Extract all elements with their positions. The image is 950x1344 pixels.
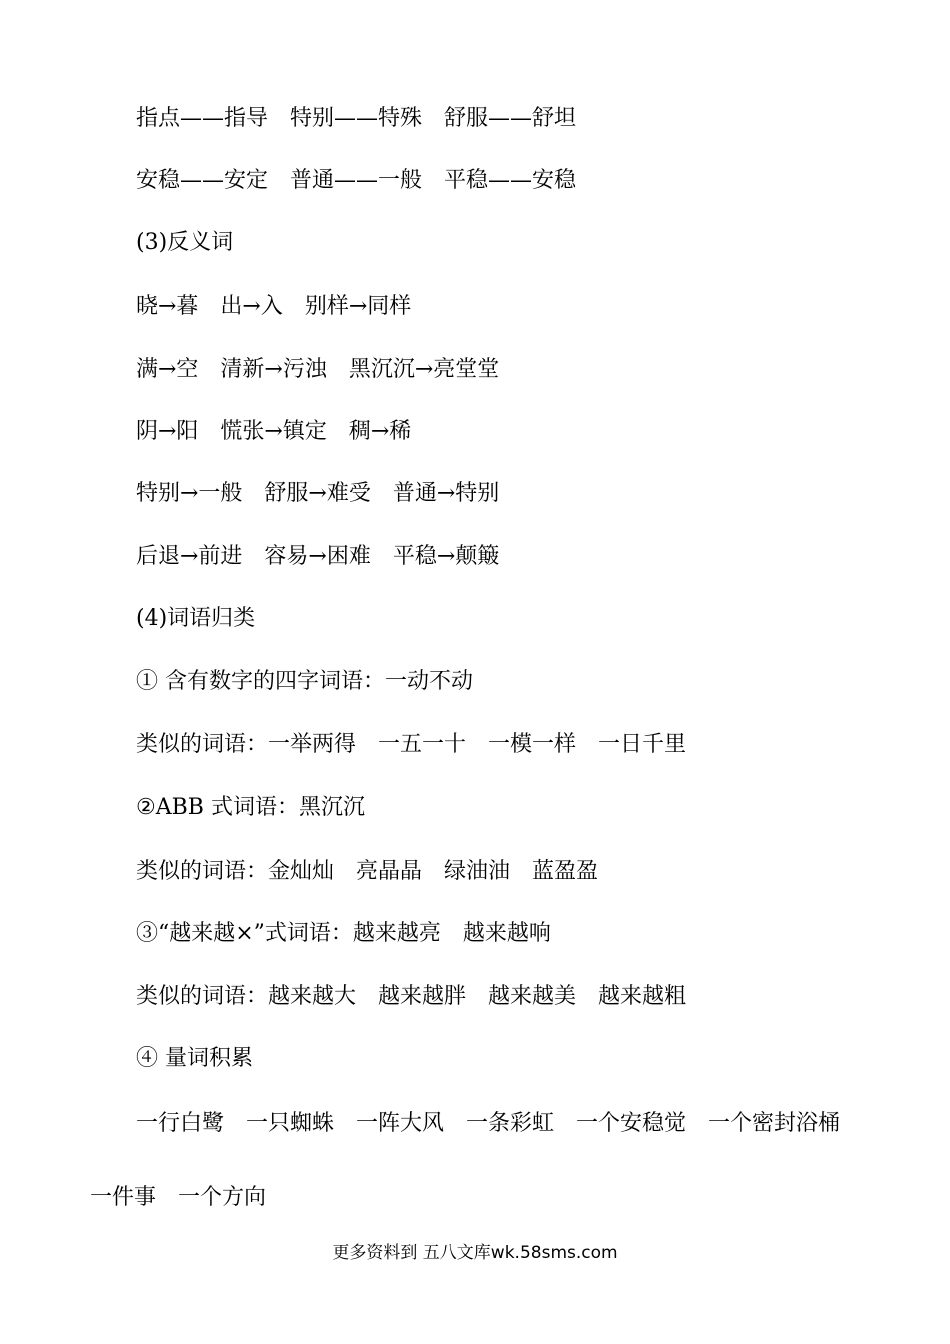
measure-words-line-2: 一件事 一个方向: [90, 1185, 267, 1210]
antonym-line-4: 特别→一般 舒服→难受 普通→特别: [136, 481, 500, 506]
antonym-line-5: 后退→前进 容易→困难 平稳→颠簸: [136, 544, 500, 569]
section-heading-word-classification: (4)词语归类: [136, 606, 256, 631]
page-footer: 更多资料到 五八文库wk.58sms.com: [332, 1243, 618, 1263]
synonym-line-2: 安稳——安定 普通——一般 平稳——安稳: [136, 168, 577, 193]
numeric-idiom-line: ① 含有数字的四字词语：一动不动: [136, 669, 473, 694]
similar-words-line-3: 类似的词语：越来越大 越来越胖 越来越美 越来越粗: [136, 984, 687, 1009]
antonym-line-2: 满→空 清新→污浊 黑沉沉→亮堂堂: [136, 357, 500, 382]
measure-words-heading: ④ 量词积累: [136, 1046, 253, 1071]
measure-words-line-1: 一行白鹭 一只蜘蛛 一阵大风 一条彩虹 一个安稳觉 一个密封浴桶: [136, 1111, 841, 1136]
synonym-line-1: 指点——指导 特别——特殊 舒服——舒坦: [136, 106, 577, 131]
section-heading-antonyms: (3)反义词: [136, 230, 234, 255]
antonym-line-1: 晓→暮 出→入 别样→同样: [136, 294, 412, 319]
more-and-more-words-line: ③“越来越×”式词语：越来越亮 越来越响: [136, 921, 551, 946]
abb-words-line: ②ABB 式词语：黑沉沉: [136, 795, 365, 820]
similar-words-line-2: 类似的词语：金灿灿 亮晶晶 绿油油 蓝盈盈: [136, 859, 599, 884]
similar-words-line-1: 类似的词语：一举两得 一五一十 一模一样 一日千里: [136, 732, 687, 757]
antonym-line-3: 阴→阳 慌张→镇定 稠→稀: [136, 419, 412, 444]
